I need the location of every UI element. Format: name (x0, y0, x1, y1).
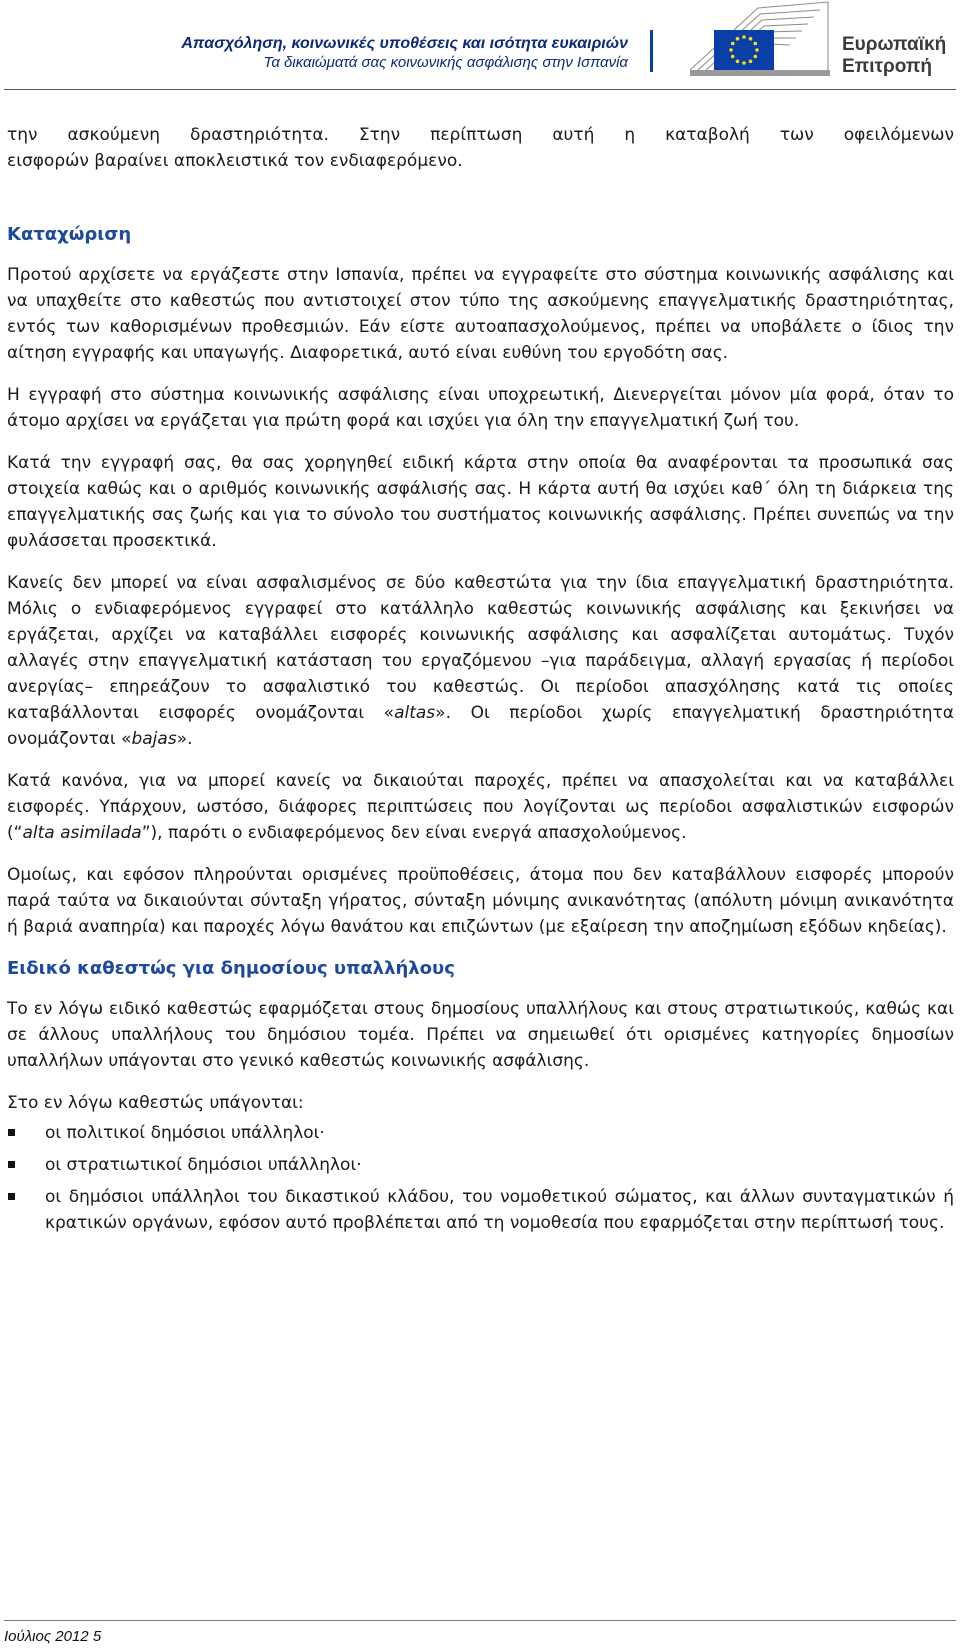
intro-line: την ασκούμενη δραστηριότητα. Στην περίπτωση αυτή η καταβολή των οφειλόμενων (7, 125, 954, 145)
org-name-line2: Επιτροπή (842, 56, 932, 77)
registration-paragraph-6: Ομοίως, και εφόσον πληρούνται ορισμένες προϋποθέσεις, άτομα που δεν καταβάλλουν εισφορές μπορούν παρά ταύτα να δικαιούνται σύνταξη γήρατος, σύνταξη μόνιμης ανικανότητας (απόλυτη μόνιμη ανικανότητα ή βαριά αναπηρία) και παροχές λόγω θανάτου και επιζώντων (με εξαίρεση την αποζημίωση εξόδων κηδείας). (7, 865, 954, 937)
list-item (7, 1184, 954, 1236)
registration-paragraph-2: Η εγγραφή στο σύστημα κοινωνικής ασφάλισης είναι υποχρεωτική, Διενεργείται μόνον μία φορά, όταν το άτομο αρχίσει να εργάζεται για πρώτη φορά και ισχύει για όλη την επαγγελματική ζωή του. (7, 385, 954, 431)
header-divider (4, 89, 956, 90)
header-separator (650, 30, 653, 72)
list-item (7, 1152, 954, 1178)
term-alta-asimilada: alta asimilada (22, 823, 142, 843)
page-footer: Ιούλιος 2012 5 (4, 1628, 102, 1645)
footer-divider (4, 1620, 956, 1621)
registration-paragraph-4 (7, 570, 954, 752)
civil-servants-paragraph: Το εν λόγω ειδικό καθεστώς εφαρμόζεται στους δημοσίους υπαλλήλους και στους στρατιωτικούς, καθώς και σε άλλους υπαλλήλους του δημόσιου τομέα. Πρέπει να σημειωθεί ότι ορισμένες κατηγορίες δημοσίων υπαλλήλων υπάγονται στο γενικό καθεστώς κοινωνικής ασφάλισης. (7, 999, 954, 1071)
page-header (0, 0, 960, 84)
section-heading-civil-servants: Ειδικό καθεστώς για δημοσίους υπαλλήλους (7, 958, 455, 979)
intro-paragraph (7, 122, 954, 174)
list-item (7, 1120, 954, 1146)
square-bullet-icon (8, 1193, 15, 1200)
list-intro: Στο εν λόγω καθεστώς υπάγονται: (7, 1093, 304, 1113)
section-heading-registration: Καταχώριση (7, 224, 132, 245)
list-item-text: οι πολιτικοί δημόσιοι υπάλληλοι· (45, 1123, 325, 1143)
paragraph-text: ”), παρότι ο ενδιαφερόμενος δεν είναι ενεργά απασχολούμενος. (141, 823, 687, 843)
square-bullet-icon (8, 1129, 15, 1136)
civil-servants-list (7, 1120, 954, 1236)
registration-paragraph-5 (7, 768, 954, 846)
intro-line: εισφορών βαραίνει αποκλειστικά τον ενδιαφερόμενο. (7, 151, 463, 171)
paragraph-text: Κανείς δεν μπορεί να είναι ασφαλισμένος σε δύο καθεστώτα για την ίδια επαγγελματική δραστηριότητα. Μόλις ο ενδιαφερόμενος εγγραφεί στο κατάλληλο καθεστώς κοινωνικής ασφάλισης και ξεκινήσει να εργάζεται, αρχίζει να καταβάλλει εισφορές κοινωνικής ασφάλισης και ασφαλίζεται αυτομάτως. Τυχόν αλλαγές στην επαγγελματική κατάσταση του εργαζόμενου –για παράδειγμα, αλλαγή εργασίας ή περίοδοι ανεργίας– επηρεάζουν το ασφαλιστικό του καθεστώς. Οι περίοδοι απασχόλησης κατά τις οποίες καταβάλλονται εισφορές ονομάζονται « (7, 573, 954, 723)
registration-paragraph-3: Κατά την εγγραφή σας, θα σας χορηγηθεί ειδική κάρτα στην οποία θα αναφέρονται τα προσωπικά σας στοιχεία καθώς και ο αριθμός κοινωνικής ασφάλισής σας. Η κάρτα αυτή θα ισχύει καθ΄ όλη τη διάρκεια της επαγγελματικής σας ζωής και για το σύνολο του συστήματος κοινωνικής ασφάλισης. Πρέπει συνεπώς να την φυλάσσεται προσεκτικά. (7, 453, 954, 551)
square-bullet-icon (8, 1161, 15, 1168)
document-body (7, 122, 954, 1236)
org-name-line1: Ευρωπαϊκή (842, 34, 947, 55)
term-altas: altas (394, 703, 436, 723)
header-titles (181, 34, 628, 72)
header-subtitle: Τα δικαιώματά σας κοινωνικής ασφάλισης στην Ισπανία (263, 54, 628, 71)
term-bajas: bajas (131, 729, 177, 749)
paragraph-text: Κατά κανόνα, για να μπορεί κανείς να δικαιούται παροχές, πρέπει να απασχολείται και να καταβάλλει εισφορές. Υπάρχουν, ωστόσο, διάφορες περιπτώσεις που λογίζονται ως περίοδοι ασφαλιστικών εισφορών (“ (7, 771, 954, 843)
registration-paragraph-1: Προτού αρχίσετε να εργάζεστε στην Ισπανία, πρέπει να εγγραφείτε στο σύστημα κοινωνικής ασφάλισης και να υπαχθείτε στο καθεστώς που αντιστοιχεί στον τύπο της ασκούμενης επαγγελματικής δραστηριότητας, εντός των καθορισμένων προθεσμιών. Εάν είστε αυτοαπασχολούμενος, πρέπει να υποβάλετε ο ίδιος την αίτηση εγγραφής και υπαγωγής. Διαφορετικά, αυτό είναι ευθύνη του εργοδότη σας. (7, 265, 954, 363)
paragraph-text: ». (176, 729, 193, 749)
list-item-text: οι στρατιωτικοί δημόσιοι υπάλληλοι· (45, 1155, 362, 1175)
header-title: Απασχόληση, κοινωνικές υποθέσεις και ισότητα ευκαιριών (181, 35, 628, 52)
org-name (842, 34, 946, 78)
list-item-text: οι δημόσιοι υπάλληλοι του δικαστικού κλάδου, του νομοθετικού σώματος, και άλλων συνταγματικών ή κρατικών οργάνων, εφόσον αυτό προβλέπεται από τη νομοθεσία που εφαρμόζεται στην περίπτωσή τους. (45, 1187, 954, 1233)
paragraph-text: ». Οι περίοδοι χωρίς επαγγελματική δραστηριότητα ονομάζονται « (7, 703, 954, 749)
